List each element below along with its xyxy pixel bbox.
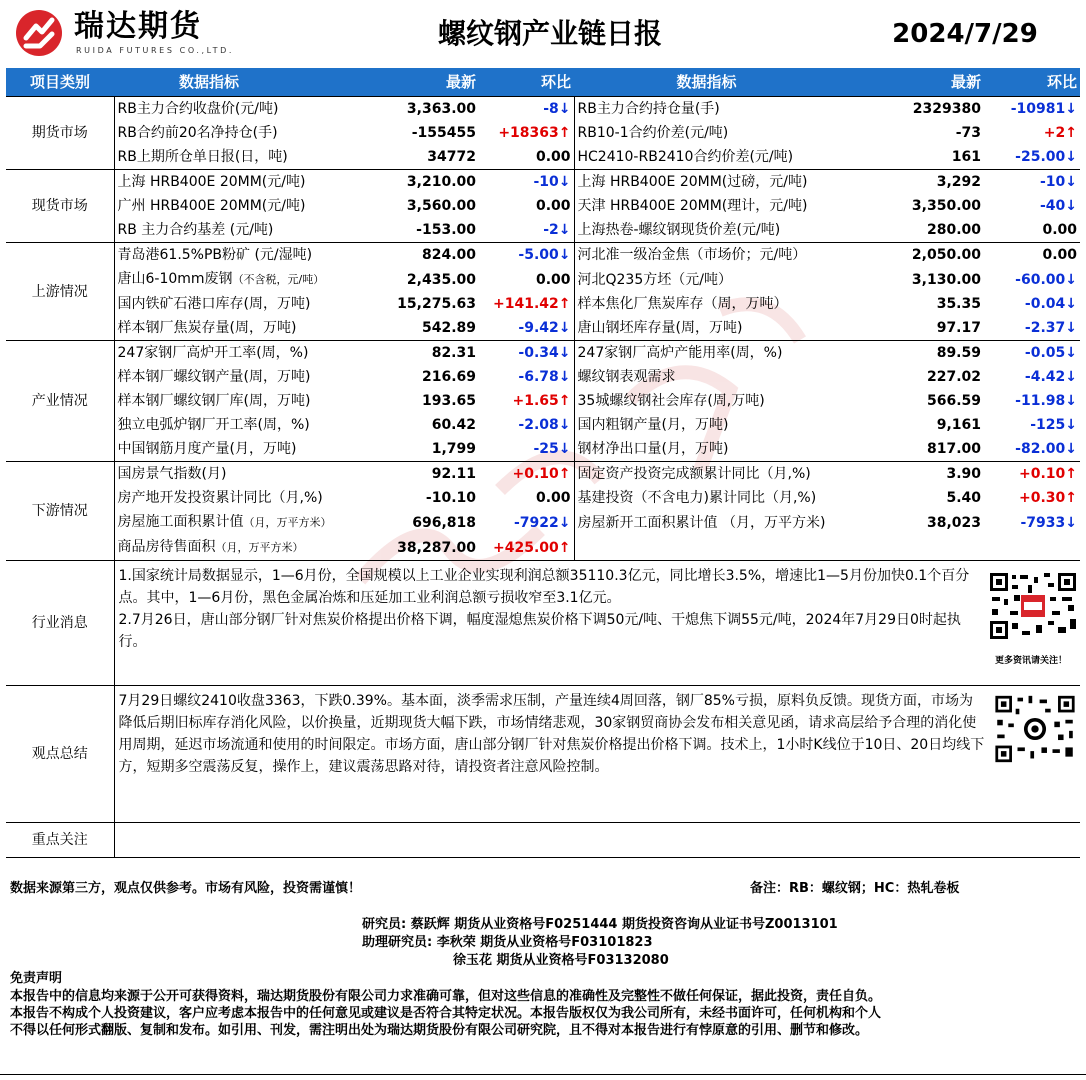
indicator-name [114,194,304,218]
indicator-name-2: 钢材净出口量(月，万吨) [574,437,839,462]
change-value-2: -4.42↓ [1024,369,1077,385]
change-value: -7922↓ [513,514,571,531]
change-value: -2↓ [543,222,571,238]
indicator-label: RB主力合约收盘价(元/吨) [117,101,279,117]
change-value-2: +2↑ [1043,125,1077,141]
table-row [6,194,1080,218]
disclaimer-line-1: 本报告中的信息均来源于公开可获得资料，瑞达期货股份有限公司力求准确可靠，但对这些信息的准确性及完整性不做任何保证，据此投资，责任自负。 [10,989,882,1004]
change-value: 0.00 [535,490,571,506]
change-value: +18363↑ [498,125,571,141]
indicator-name [114,170,304,195]
latest-value-2: 5.40 [946,490,981,506]
latest-value-2: 566.59 [926,393,981,409]
change-value-2: -82.00↓ [1015,441,1077,457]
indicator-name-2: 国内粗钢产量(月，万吨) [574,413,839,437]
indicator-unit-note: （不含税，元/吨） [232,273,325,286]
category-cell: 期货市场 [6,97,114,170]
table-row [6,462,1080,487]
latest-value-2 [839,535,984,561]
indicator-name-2: RB主力合约持仓量(手) [574,97,839,122]
change-value-2: -25.00↓ [1015,149,1077,165]
category-cell: 重点关注 [6,823,114,858]
table-row [6,365,1080,389]
indicator-label: 样本钢厂螺纹钢产量(周，万吨) [117,369,311,385]
indicator-label: 独立电弧炉钢厂开工率(周，%) [117,417,310,433]
change-value: -8↓ [479,97,574,122]
indicator-name [114,365,311,389]
latest-value-2: 2329380 [839,97,984,122]
indicator-name-2: 河北Q235方坯（元/吨） [574,267,839,292]
indicator-name-2: 螺纹钢表观需求 [574,365,839,389]
latest-value-2: 3.90 [839,462,984,487]
indicator-name [114,243,313,268]
indicator-name [114,267,325,292]
table-row [6,145,1080,170]
table-row [6,316,1080,341]
change-value-2: -10↓ [984,170,1080,195]
qr-code-icon [990,694,1080,764]
researcher-info: 研究员: 蔡跃辉 期货从业资格号F0251444 期货投资咨询从业证书号Z0013101 [362,917,838,932]
latest-value: 1,799 [431,441,476,457]
indicator-name [114,218,304,243]
indicator-label: 样本钢厂螺纹钢厂库(周，万吨) [117,393,311,409]
header-indicator: 数据指标 [114,68,304,97]
latest-value-2: 38,023 [926,514,981,531]
latest-value: 15,275.63 [397,296,476,312]
category-cell: 观点总结 [6,686,114,823]
change-value-2: -11.98↓ [1015,393,1077,409]
header-latest: 最新 [304,68,479,97]
change-value-2: -125↓ [1030,417,1077,433]
latest-value-2: 97.17 [936,320,981,336]
latest-value-2: 161 [951,149,981,165]
indicator-label: 样本钢厂焦炭存量(周，万吨) [117,320,297,336]
latest-value: 696,818 [412,514,476,531]
latest-value: 542.89 [421,320,476,336]
change-value-2: -2.37↓ [1024,320,1077,336]
change-value: +1.65↑ [512,393,571,409]
latest-value-2: 3,350.00 [911,198,981,214]
change-value-2: -0.04↓ [1024,296,1077,312]
indicator-label: RB上期所仓单日报(日，吨) [117,149,288,165]
table-row [6,292,1080,316]
summary-row [6,686,1080,823]
indicator-name [114,292,311,316]
latest-value-2: 280.00 [926,222,981,238]
table-row [6,243,1080,268]
indicator-label: 247家钢厂高炉开工率(周，%) [117,345,309,361]
indicator-name-2: 房屋新开工面积累计值 （月，万平方米) [574,510,839,535]
logo-text-en: RUIDA FUTURES CO.,LTD. [76,46,235,55]
latest-value: 2,435.00 [406,271,476,288]
summary-text: 7月29日螺纹2410收盘3363，下跌0.39%。基本面，淡季需求压制，产量连续4周回落，钢厂85%亏损，原料负反馈。现货方面，市场为降低后期旧标库存消化风险，以价换量，近期现货大幅下跌，市场情绪悲观，30家钢贸商协会发布相关意见函，请求高层给予合理的消化使用周期，延迟市场流通和使用的时间限定。市场方面，唐山部分钢厂针对焦炭价格提出价格下调。技术上，1小时K线位于10日、20日均线下方，短期多空震荡反复，操作上，建议震荡思路对待，请投资者注意风险控制。 [118,693,985,775]
report-header [0,0,1086,68]
latest-value-2: -73 [955,125,981,141]
change-value: +0.10↑ [479,462,574,487]
indicator-name-2: RB10-1合约价差(元/吨) [574,121,839,145]
indicator-name [114,535,304,561]
category-cell: 行业消息 [6,561,114,686]
latest-value-2: 9,161 [936,417,981,433]
indicator-name-2: 天津 HRB400E 20MM(理计，元/吨) [574,194,839,218]
latest-value: -10.10 [425,490,476,506]
latest-value: 82.31 [304,341,479,366]
latest-value-2: 89.59 [839,341,984,366]
table-header-row [6,68,1080,97]
indicator-name-2: 唐山钢坯库存量(周，万吨) [574,316,839,341]
latest-value: -153.00 [416,222,476,238]
indicator-name-2: 样本焦化厂焦炭库存（周，万吨） [574,292,839,316]
change-value-2: -7933↓ [1020,514,1077,531]
indicator-name [114,486,323,510]
indicator-name-2: HC2410-RB2410合约价差(元/吨) [574,145,839,170]
indicator-label: 广州 HRB400E 20MM(元/吨) [117,198,306,214]
change-value-2 [984,535,1080,561]
change-value: 0.00 [535,149,571,165]
focus-row [6,823,1080,858]
table-row [6,535,1080,561]
logo-text-cn: 瑞达期货 [74,9,202,44]
qr-code-icon [988,571,1078,641]
latest-value: 60.42 [431,417,476,433]
latest-value: 3,210.00 [304,170,479,195]
data-table [6,68,1080,858]
change-value: +141.42↑ [493,296,571,312]
table-row [6,341,1080,366]
disclaimer-line-2: 本报告不构成个人投资建议，客户应考虑本报告中的任何意见或建议是否符合其特定状况。本报告版权仅为我公司所有，未经书面许可，任何机构和个人 [10,1006,882,1021]
table-row [6,413,1080,437]
table-row [6,267,1080,292]
header-category: 项目类别 [6,68,114,97]
change-value-2: 0.00 [1042,222,1077,238]
indicator-name-2: 基建投资（不含电力)累计同比（月,%) [574,486,839,510]
latest-value: 3,560.00 [406,198,476,214]
header-change: 环比 [479,68,574,97]
indicator-name-2: 上海 HRB400E 20MM(过磅，元/吨) [574,170,839,195]
indicator-label: 上海 HRB400E 20MM(元/吨) [117,174,306,190]
indicator-label: 房产地开发投资累计同比（月,%) [117,490,323,506]
header-indicator-2: 数据指标 [574,68,839,97]
change-value: -25↓ [533,441,571,457]
ruida-logo-icon [14,8,64,58]
table-row [6,121,1080,145]
change-value: -0.34↓ [479,341,574,366]
table-row [6,170,1080,195]
indicator-label: RB合约前20名净持仓(手) [117,125,278,141]
industry-news-row [6,561,1080,686]
change-value: -6.78↓ [518,369,571,385]
table-row [6,437,1080,462]
category-cell: 产业情况 [6,341,114,462]
indicator-label: 唐山6-10mm废钢 [117,271,233,287]
category-cell: 下游情况 [6,462,114,561]
indicator-name [114,462,304,487]
assistant-info-1: 助理研究员: 李秋荣 期货从业资格号F03101823 [362,935,653,950]
latest-value: -155455 [411,125,476,141]
indicator-label: 国内铁矿石港口库存(周，万吨) [117,296,311,312]
indicator-name-2: 上海热卷-螺纹钢现货价差(元/吨) [574,218,839,243]
change-value: +425.00↑ [493,539,571,556]
bottom-rule [0,1074,1086,1075]
indicator-unit-note: （月，万平方米） [243,516,332,529]
indicator-unit-note: （月，万平方米） [215,541,304,554]
indicator-name-2: 247家钢厂高炉产能用率(周，%) [574,341,839,366]
change-value-2: 0.00 [984,243,1080,268]
report-date: 2024/7/29 [892,19,1038,49]
latest-value-2: 3,292 [839,170,984,195]
indicator-label: 青岛港61.5%PB粉矿 (元/湿吨) [117,247,313,263]
latest-value: 824.00 [304,243,479,268]
disclaimer-title: 免责声明 [10,971,63,986]
latest-value: 38,287.00 [397,539,476,556]
category-cell: 上游情况 [6,243,114,341]
table-row [6,218,1080,243]
remark: 备注：RB：螺纹钢；HC：热轧卷板 [750,881,960,896]
indicator-name-2 [574,535,839,561]
indicator-name [114,437,304,462]
indicator-name [114,510,332,535]
indicator-label: 房屋施工面积累计值 [117,514,244,530]
latest-value: 216.69 [421,369,476,385]
change-value-2: -40↓ [1039,198,1077,214]
change-value-2: +0.30↑ [1018,490,1077,506]
assistant-info-2: 徐玉花 期货从业资格号F03132080 [453,953,669,968]
header-latest-2: 最新 [839,68,984,97]
latest-value-2: 3,130.00 [911,271,981,288]
table-row [6,510,1080,535]
change-value: -2.08↓ [518,417,571,433]
indicator-name [114,413,310,437]
table-row [6,486,1080,510]
change-value: 0.00 [535,198,571,214]
indicator-name [114,341,309,366]
industry-news-text: 1.国家统计局数据显示，1—6月份，全国规模以上工业企业实现利润总额35110.3亿元，同比增长3.5%，增速比1—5月份加快0.1个百分点。其中，1—6月份，黑色金属冶炼和压延加工业利润总额亏损收窄至3.1亿元。 2.7月26日，唐山部分钢厂针对焦炭价格提出价格下调，幅度湿熄焦炭价格下调50元/吨、干熄焦下调55元/吨，2024年7月29日0时起执行。 [118,568,970,650]
company-logo [10,6,240,62]
latest-value-2: 2,050.00 [839,243,984,268]
latest-value-2: 35.35 [936,296,981,312]
latest-value-2: 227.02 [926,369,981,385]
category-cell: 现货市场 [6,170,114,243]
table-row [6,97,1080,122]
latest-value: 3,363.00 [304,97,479,122]
change-value: 0.00 [535,271,571,288]
table-row [6,389,1080,413]
focus-text [114,823,1080,858]
indicator-name [114,145,304,170]
indicator-name [114,316,304,341]
indicator-label: 国房景气指数(月) [117,466,227,482]
change-value-2: -10981↓ [984,97,1080,122]
indicator-label: RB 主力合约基差 (元/吨) [117,222,274,238]
indicator-name [114,389,311,413]
indicator-name-2: 固定资产投资完成额累计同比（月,%) [574,462,839,487]
change-value: -10↓ [479,170,574,195]
change-value: -5.00↓ [479,243,574,268]
latest-value: 92.11 [304,462,479,487]
change-value: -9.42↓ [518,320,571,336]
change-value-2: -0.05↓ [984,341,1080,366]
indicator-label: 商品房待售面积 [117,539,216,555]
change-value-2: -60.00↓ [1015,271,1077,288]
change-value-2: +0.10↑ [984,462,1080,487]
qr-caption: 更多资讯请关注！ [995,656,1068,666]
indicator-name [114,97,304,122]
disclaimer-line-3: 不得以任何形式翻版、复制和发布。如引用、刊发，需注明出处为瑞达期货股份有限公司研究院，且不得对本报告进行有悖原意的引用、删节和修改。 [10,1023,869,1038]
latest-value: 34772 [427,149,476,165]
latest-value-2: 817.00 [926,441,981,457]
source-note: 数据来源第三方，观点仅供参考。市场有风险，投资需谨慎！ [10,881,362,896]
indicator-name [114,121,304,145]
report-title: 螺纹钢产业链日报 [437,17,662,50]
latest-value: 193.65 [421,393,476,409]
indicator-name-2: 河北准一级冶金焦（市场价；元/吨） [574,243,839,268]
indicator-label: 中国钢筋月度产量(月，万吨) [117,441,297,457]
header-change-2: 环比 [984,68,1080,97]
indicator-name-2: 35城螺纹钢社会库存(周,万吨) [574,389,839,413]
